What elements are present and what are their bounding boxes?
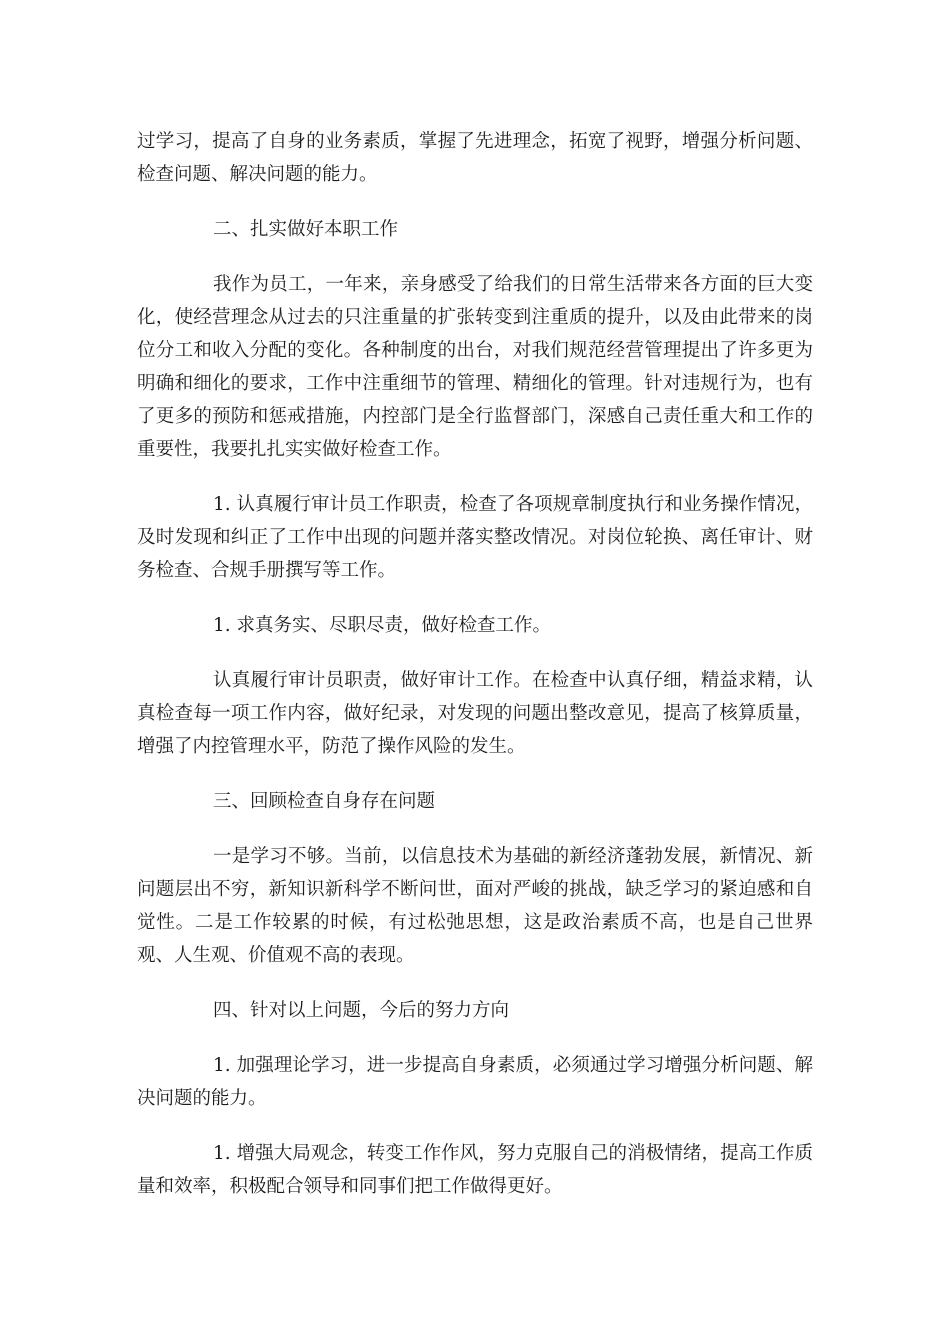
paragraph-job-duties: 我作为员工，一年来，亲身感受了给我们的日常生活带来各方面的巨大变化，使经营理念从过去的只注重量的扩张转变到注重质的提升，以及由此带来的岗位分工和收入分配的变化。各种制度的出台，对我们规范经营管理提出了许多更为明确和细化的要求，工作中注重细节的管理、精细化的管理。针对违规行为，也有了更多的预防和惩戒措施，内控部门是全行监督部门，深感自己责任重大和工作的重要性，我要扎扎实实做好检查工作。	[137, 274, 813, 460]
paragraph-theory-study: 1. 加强理论学习，进一步提高自身素质，必须通过学习增强分析问题、解决问题的能力。	[137, 1055, 813, 1109]
section-heading-3: 三、回顾检查自身存在问题	[213, 791, 436, 812]
paragraph-audit-work: 认真履行审计员职责，做好审计工作。在检查中认真仔细，精益求精，认真检查每一项工作内容，做好纪录，对发现的问题出整改意见，提高了核算质量，增强了内控管理水平，防范了操作风险的发生。	[137, 670, 813, 757]
paragraph-audit-duties: 1. 认真履行审计员工作职责，检查了各项规章制度执行和业务操作情况，及时发现和纠正了工作中出现的问题并落实整改情况。对岗位轮换、离任审计、财务检查、合规手册撰写等工作。	[137, 494, 813, 581]
paragraph-pragmatic-check: 1. 求真务实、尽职尽责，做好检查工作。	[213, 615, 552, 636]
paragraph-problems: 一是学习不够。当前，以信息技术为基础的新经济蓬勃发展，新情况、新问题层出不穷，新知识新科学不断问世，面对严峻的挑战，缺乏学习的紧迫感和自觉性。二是工作较累的时候，有过松弛思想，这是政治素质不高，也是自己世界观、人生观、价值观不高的表现。	[137, 846, 813, 966]
section-heading-2: 二、扎实做好本职工作	[213, 219, 399, 240]
paragraph-overall-view: 1. 增强大局观念，转变工作作风，努力克服自己的消极情绪，提高工作质量和效率，积极配合领导和同事们把工作做得更好。	[137, 1143, 813, 1197]
section-heading-4: 四、针对以上问题，今后的努力方向	[213, 1000, 510, 1021]
paragraph-intro-continued: 过学习，提高了自身的业务素质，掌握了先进理念，拓宽了视野，增强分析问题、检查问题、解决问题的能力。	[137, 131, 813, 185]
document-body	[137, 125, 813, 1225]
